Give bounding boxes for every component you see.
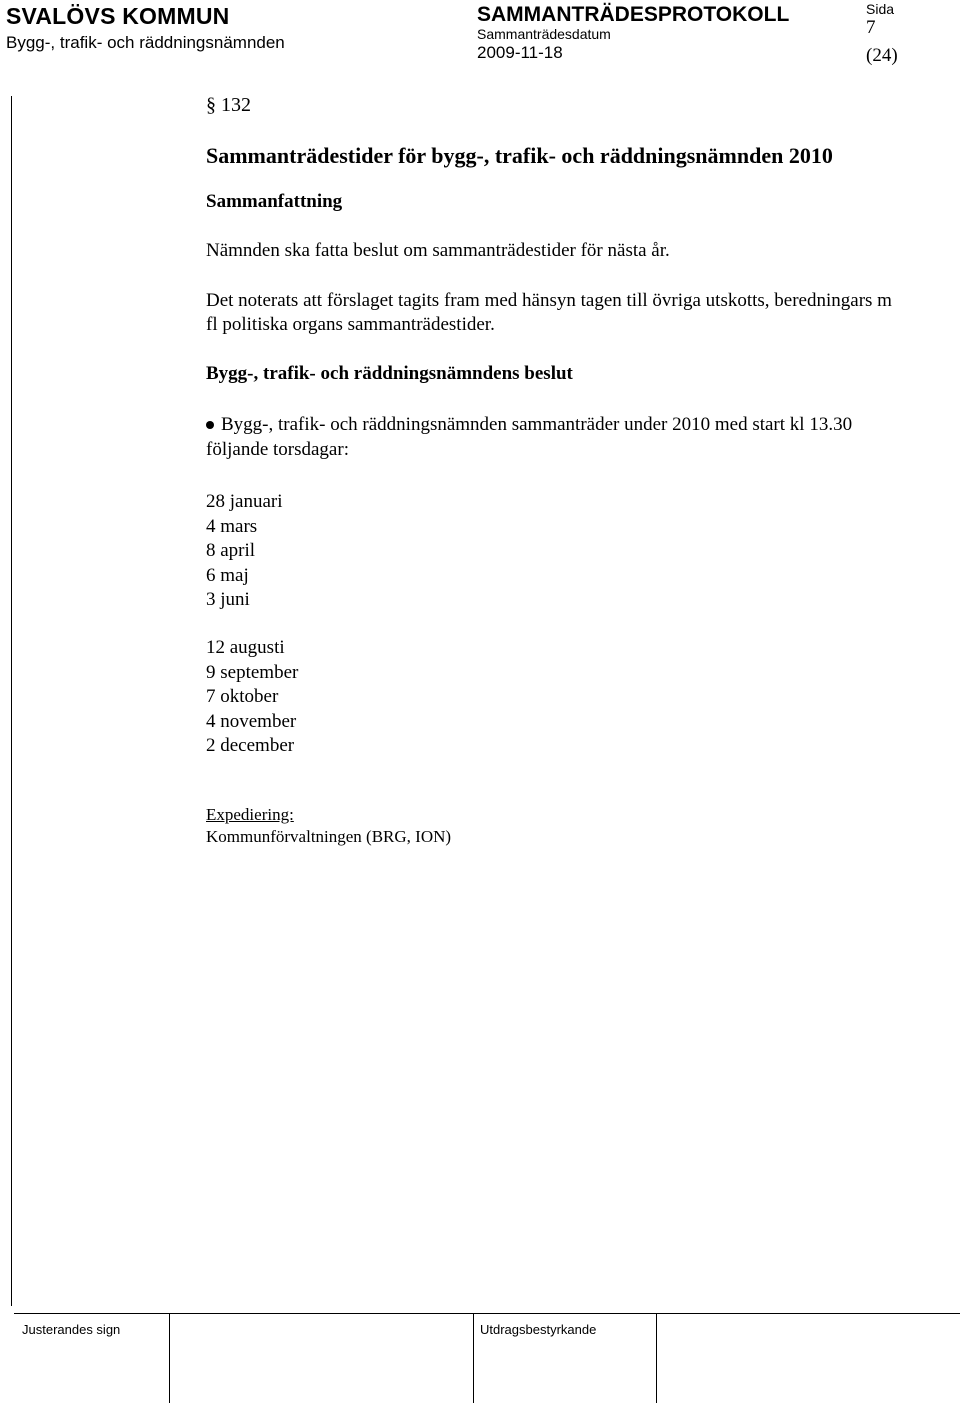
page-number: 7 [866,17,876,38]
page-title: Sammanträdestider för bygg-, trafik- och räddningsnämnden 2010 [206,143,833,168]
decision-text: Bygg-, trafik- och räddningsnämnden sammanträder under 2010 med start kl 13.30 följande torsdagar: [206,414,853,460]
meeting-date-item: 3 juni [206,589,250,610]
page-total: (24) [866,45,898,66]
meeting-date-label: Sammanträdesdatum [477,26,611,42]
document-type: SAMMANTRÄDESPROTOKOLL [477,3,790,26]
summary-paragraph: Nämnden ska fatta beslut om sammanträdestider för nästa år. [206,240,670,261]
organization-name: SVALÖVS KOMMUN [6,3,230,29]
meeting-date-item: 9 september [206,661,299,683]
footer-divider [656,1313,657,1403]
footer-rule [14,1313,960,1314]
left-margin-rule [11,96,12,1306]
meeting-date-item: 4 mars [206,515,258,537]
summary-heading: Sammanfattning [206,191,343,212]
meeting-date-value: 2009-11-18 [477,43,563,62]
meeting-date-item: 7 oktober [206,686,279,707]
bullet-icon [206,421,214,429]
meeting-date-item: 28 januari [206,491,283,512]
meeting-date-item: 4 november [206,710,297,732]
footer-divider [473,1313,474,1403]
meeting-date-item: 2 december [206,735,295,756]
page-label: Sida [866,1,895,17]
decision-heading: Bygg-, trafik- och räddningsnämndens beslut [206,363,573,384]
meeting-date-item: 8 april [206,540,256,561]
meeting-dates-autumn [206,636,298,759]
dispatch-recipients: Kommunförvaltningen (BRG, ION) [206,827,452,846]
footer-signature-label: Justerandes sign [22,1322,121,1337]
decision-bullet-item [206,412,896,462]
meeting-date-item: 6 maj [206,564,249,586]
footer-divider [169,1313,170,1403]
paragraph-number: § 132 [206,94,251,116]
meeting-dates-spring [206,490,283,613]
committee-name: Bygg-, trafik- och räddningsnämnden [6,33,285,52]
dispatch-label: Expediering: [206,805,294,824]
meeting-date-item: 12 augusti [206,637,285,658]
summary-paragraph: Det noterats att förslaget tagits fram med hänsyn tagen till övriga utskotts, beredningars m fl politiska organs sammanträdestider. [206,290,892,335]
footer-extract-certification-label: Utdragsbestyrkande [480,1322,597,1337]
